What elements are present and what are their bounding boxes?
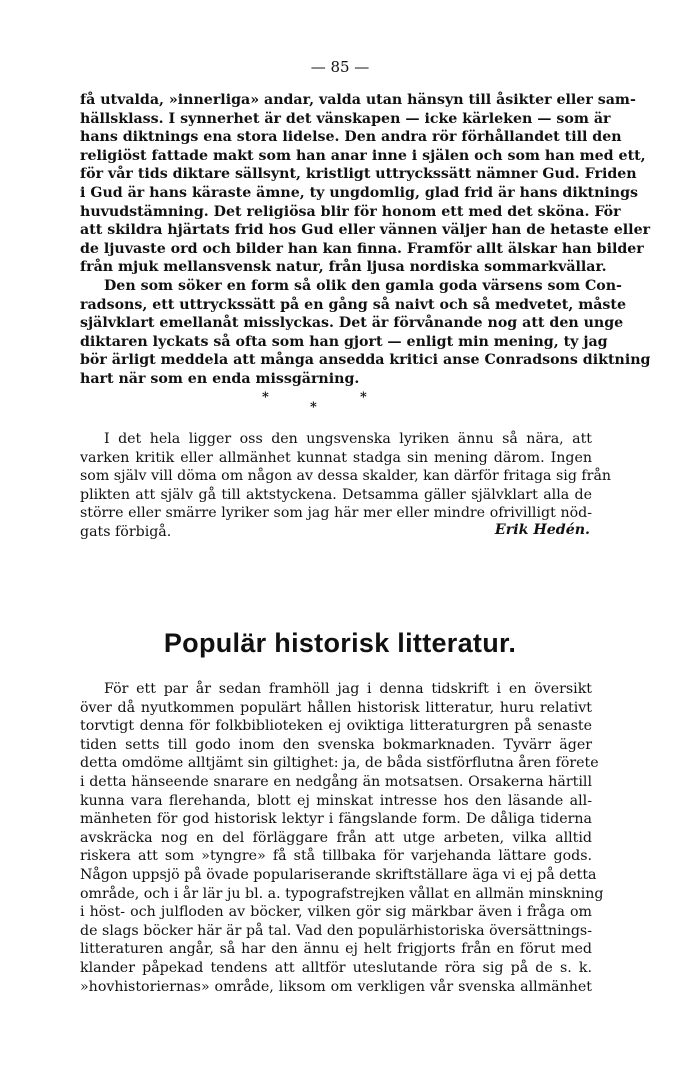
text-line: få utvalda, »innerliga» andar, valda utan hänsyn till åsikter eller sam- (80, 92, 636, 108)
text-line: huvudstämning. Det religiösa blir för honom ett med det sköna. För (80, 203, 621, 220)
text-line: de slags böcker här är på tal. Vad den populärhistoriska översättnings- (80, 922, 592, 939)
text-line: plikten att själv gå till aktstyckena. Detsamma gäller självklart alla de (80, 486, 592, 503)
text-line: från mjuk mellansvensk natur, från ljusa nordiska sommarkvällar. (80, 259, 607, 276)
page-number: — 85 — (310, 58, 370, 76)
text-line: detta omdöme alltjämt sin giltighet: ja, de båda sistförflutna åren förete (80, 755, 599, 772)
text-line: religiöst fattade makt som han anar inne i själen och som han med ett, (80, 147, 646, 164)
text-line: torvtigt denna för folkbiblioteken ej oviktiga litteraturgren på senaste (80, 718, 592, 735)
article-heading: Populär historisk litteratur. (163, 628, 517, 658)
text-line: hans diktnings ena stora lidelse. Den andra rör förhållandet till den (80, 129, 622, 146)
text-line: tiden setts till godo inom den svenska bokmarknaden. Tyvärr äger (80, 736, 592, 753)
text-line: de ljuvaste ord och bilder han kan finna. Framför allt älskar han bilder (80, 240, 644, 257)
text-line: Någon uppsjö på övade populariserande skriftställare äga vi ej på detta (80, 866, 597, 883)
separator-stars-visual: * * * (262, 390, 367, 415)
text-line: avskräcka nog en del förläggare från att utge arbeten, vilka alltid (80, 829, 592, 846)
text-line: hart när som en enda missgärning. (80, 370, 360, 387)
text-line: över då nyutkommen populärt hållen historisk litteratur, huru relativt (80, 699, 592, 716)
text-line: »hovhistoriernas» område, liksom om verkligen vår svenska allmänhet (80, 978, 592, 995)
text-line: självklart emellanåt misslyckas. Det är förvånande nog att den unge (80, 315, 624, 332)
text-line: varken kritik eller allmänhet kunnat stadga sin mening därom. Ingen (80, 449, 592, 466)
text-line: riskera att som »tyngre» få stå tillbaka för varjehanda lättare gods. (80, 848, 592, 865)
text-line: i Gud är hans käraste ämne, ty ungdomlig, glad frid är hans diktnings (80, 184, 639, 201)
review-text-conradson (80, 91, 651, 389)
text-line: i detta hänseende snarare en nedgång än motsatsen. Orsakerna härtill (80, 773, 592, 790)
text-line: hällsklass. I synnerhet är det vänskapen — icke kärleken — som är (80, 110, 611, 127)
text-line: område, och i år lär ju bl. a. typografstrejken vållat en allmän minskning (80, 885, 604, 902)
text-line: att skildra hjärtats frid hos Gud eller vännen väljer han de hetaste eller (80, 222, 651, 239)
text-line: som själv vill döma om någon av dessa skalder, kan därför fritaga sig från (80, 468, 612, 485)
text-line: diktaren lyckats så ofta som han gjort — enligt min mening, ty jag (80, 333, 608, 350)
text-line: större eller smärre lyriker som jag här mer eller mindre ofrivilligt nöd- (80, 505, 592, 522)
text-line: Den som söker en form så olik den gamla goda värsens som Con- (104, 277, 622, 294)
text-line: för vår tids diktare sällsynt, kristligt uttryckssätt nämner Gud. Friden (80, 166, 637, 183)
article-body (80, 680, 604, 996)
text-line: bör ärligt meddela att många ansedda kritici anse Conradsons diktning (80, 352, 651, 369)
text-line: litteraturen angår, så har den ännu ej helt frigjorts från en förut med (80, 941, 592, 958)
text-line: klander påpekad tendens att alltför uteslutande röra sig på de s. k. (80, 959, 592, 976)
text-line: gats förbigå. (80, 523, 172, 540)
text-line: kunna vara flerehanda, blott ej minskat intresse hos den läsande all- (80, 792, 592, 809)
text-line: För ett par år sedan framhöll jag i denna tidskrift i en översikt (104, 681, 592, 697)
author-signature: Erik Hedén. (494, 522, 590, 538)
text-line: i höst- och julfloden av böcker, vilken gör sig märkbar även i fråga om (80, 904, 592, 921)
text-line: I det hela ligger oss den ungsvenska lyriken ännu så nära, att (104, 431, 592, 447)
text-line: mänheten för god historisk lektyr i fängslande form. De dåliga tiderna (80, 811, 592, 828)
text-line: radsons, ett uttryckssätt på en gång så naivt och så medvetet, måste (80, 296, 626, 313)
